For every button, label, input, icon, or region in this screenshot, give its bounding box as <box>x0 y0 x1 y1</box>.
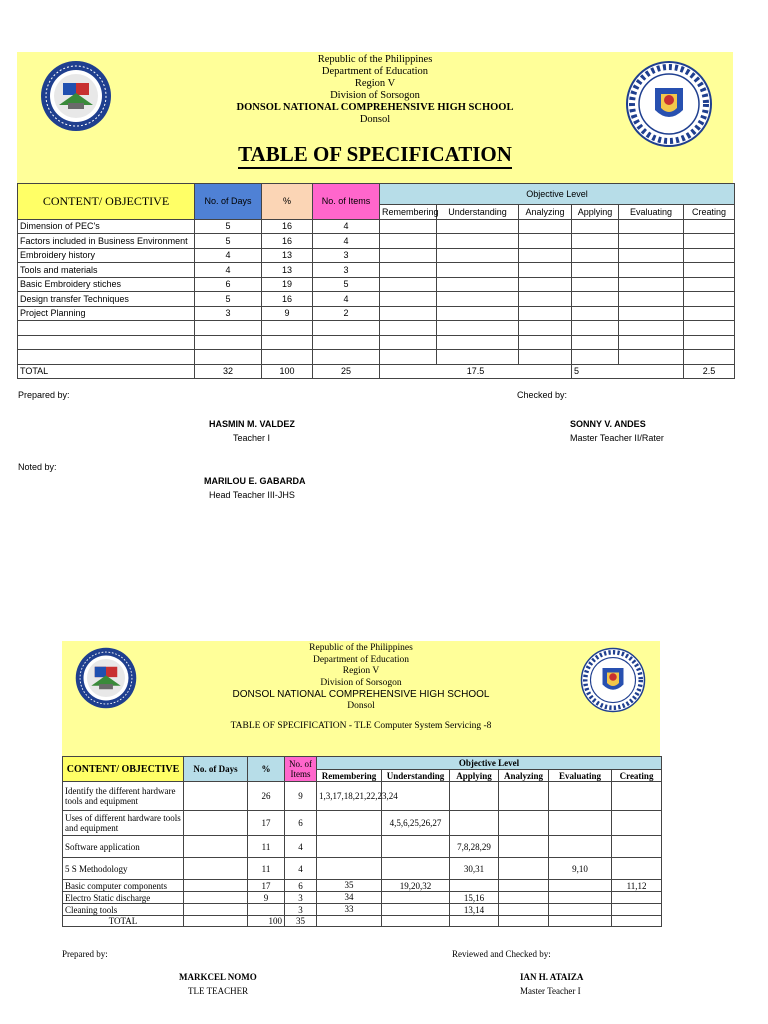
cell-creating <box>612 858 662 880</box>
cell-topic <box>18 321 195 336</box>
cell-level <box>437 277 519 292</box>
total-items: 25 <box>313 364 380 379</box>
table2-body <box>63 782 662 916</box>
cell-percent: 13 <box>262 248 313 263</box>
preparer-name: HASMIN M. VALDEZ <box>209 419 295 429</box>
cell-applying <box>450 811 499 836</box>
prepared-by-label: Prepared by: <box>62 949 108 959</box>
cell-level <box>619 248 684 263</box>
cell-creating <box>612 811 662 836</box>
cell-level <box>380 292 437 307</box>
col-header-objective-level: Objective Level <box>380 184 735 205</box>
cell-level <box>519 234 572 249</box>
cell-items: 4 <box>285 836 317 858</box>
cell-level <box>519 248 572 263</box>
cell-items: 6 <box>285 811 317 836</box>
level-header: Analyzing <box>499 770 549 782</box>
cell-analyzing <box>499 904 549 916</box>
cell-understanding <box>382 904 450 916</box>
cell-level <box>619 263 684 278</box>
total-items: 35 <box>285 916 317 927</box>
cell-level <box>437 292 519 307</box>
header-line-division: Division of Sorsogon <box>330 90 420 101</box>
table-row <box>63 858 662 880</box>
cell-days: 4 <box>195 248 262 263</box>
cell-level <box>437 263 519 278</box>
cell-days: 6 <box>195 277 262 292</box>
noted-by-label: Noted by: <box>18 462 57 472</box>
cell-percent: 9 <box>248 892 285 904</box>
col-header-days: No. of Days <box>184 757 248 782</box>
table-row <box>18 306 735 321</box>
cell-percent: 11 <box>248 858 285 880</box>
cell-evaluating: 9,10 <box>549 858 612 880</box>
specification-table-2 <box>62 756 662 927</box>
cell-evaluating <box>549 836 612 858</box>
cell-remembering: 1,3,17,18,21,22,23,24 <box>317 782 382 811</box>
cell-items: 3 <box>313 248 380 263</box>
cell-topic: Tools and materials <box>18 263 195 278</box>
table-row <box>18 350 735 365</box>
table-row <box>18 292 735 307</box>
total-value-2: 5 <box>572 364 684 379</box>
cell-percent: 11 <box>248 836 285 858</box>
table-row-total <box>18 364 735 379</box>
cell-days: 3 <box>195 306 262 321</box>
total-days: 32 <box>195 364 262 379</box>
cell-level <box>519 350 572 365</box>
table-row <box>63 892 662 904</box>
col-header-days: No. of Days <box>195 184 262 220</box>
cell-level <box>619 321 684 336</box>
cell-level <box>380 263 437 278</box>
cell-topic: 5 S Methodology <box>63 858 184 880</box>
cell-remembering <box>317 836 382 858</box>
cell-level <box>380 306 437 321</box>
cell-level <box>619 277 684 292</box>
cell-percent: 19 <box>262 277 313 292</box>
page-title <box>17 142 733 167</box>
level-header: Evaluating <box>549 770 612 782</box>
cell-level <box>380 234 437 249</box>
cell-percent: 13 <box>262 263 313 278</box>
cell-level <box>380 350 437 365</box>
sheet1-header-text <box>17 54 733 126</box>
checker-title: Master Teacher II/Rater <box>570 433 664 443</box>
cell-days <box>184 904 248 916</box>
cell-level <box>684 234 735 249</box>
cell-level <box>572 263 619 278</box>
sheet1-header <box>17 52 733 183</box>
table-row <box>18 248 735 263</box>
cell-percent: 26 <box>248 782 285 811</box>
cell-analyzing <box>499 811 549 836</box>
cell-level <box>619 292 684 307</box>
cell-understanding <box>382 836 450 858</box>
header-school-name: DONSOL NATIONAL COMPREHENSIVE HIGH SCHOOL <box>236 102 514 113</box>
checker-title: Master Teacher I <box>520 986 581 996</box>
cell-level <box>380 277 437 292</box>
cell-topic: Cleaning tools <box>63 904 184 916</box>
cell-days <box>184 782 248 811</box>
cell-level <box>437 248 519 263</box>
level-header: Evaluating <box>619 205 684 220</box>
cell-items: 4 <box>285 858 317 880</box>
noter-name: MARILOU E. GABARDA <box>204 476 306 486</box>
specification-table-1 <box>17 183 735 379</box>
cell-remembering: 35 <box>317 880 382 892</box>
cell-days: 5 <box>195 219 262 234</box>
cell-understanding <box>382 858 450 880</box>
cell-level <box>684 277 735 292</box>
cell-items: 2 <box>313 306 380 321</box>
cell-applying: 13,14 <box>450 904 499 916</box>
checker-name: SONNY V. ANDES <box>570 419 646 429</box>
header-line-department: Department of Education <box>321 66 429 77</box>
cell-topic: Embroidery history <box>18 248 195 263</box>
cell-applying: 30,31 <box>450 858 499 880</box>
cell-days: 5 <box>195 292 262 307</box>
preparer-name: MARKCEL NOMO <box>179 972 257 982</box>
cell-understanding: 4,5,6,25,26,27 <box>382 811 450 836</box>
cell-level <box>437 306 519 321</box>
table-row <box>18 321 735 336</box>
cell-remembering: 33 <box>317 904 382 916</box>
cell-topic: Basic computer components <box>63 880 184 892</box>
level-header: Analyzing <box>519 205 572 220</box>
cell-topic <box>18 335 195 350</box>
cell-evaluating <box>549 811 612 836</box>
cell-percent <box>262 335 313 350</box>
cell-days: 4 <box>195 263 262 278</box>
table-row <box>18 234 735 249</box>
cell-evaluating <box>549 782 612 811</box>
total-value-1: 17.5 <box>380 364 572 379</box>
table-row-total <box>63 916 662 927</box>
checked-by-label: Checked by: <box>517 390 568 400</box>
level-header: Creating <box>684 205 735 220</box>
cell-percent <box>262 350 313 365</box>
cell-level <box>519 292 572 307</box>
header-town: Donsol <box>359 114 391 125</box>
cell-days <box>195 350 262 365</box>
cell-days <box>184 836 248 858</box>
cell-items <box>313 335 380 350</box>
cell-items: 4 <box>313 234 380 249</box>
cell-topic <box>18 350 195 365</box>
cell-analyzing <box>499 880 549 892</box>
cell-topic: Software application <box>63 836 184 858</box>
cell-percent: 16 <box>262 292 313 307</box>
cell-level <box>684 248 735 263</box>
cell-items <box>313 350 380 365</box>
total-percent: 100 <box>248 916 285 927</box>
preparer-title: TLE TEACHER <box>188 986 249 996</box>
table-row <box>63 836 662 858</box>
cell-items: 6 <box>285 880 317 892</box>
cell-topic: Electro Static discharge <box>63 892 184 904</box>
col-header-content: CONTENT/ OBJECTIVE <box>18 184 195 220</box>
level-header: Applying <box>450 770 499 782</box>
cell-items: 4 <box>313 219 380 234</box>
cell-percent: 17 <box>248 811 285 836</box>
cell-level <box>619 350 684 365</box>
cell-level <box>572 277 619 292</box>
cell-percent: 16 <box>262 234 313 249</box>
page-title-text: TABLE OF SPECIFICATION <box>238 142 512 169</box>
table-row <box>18 277 735 292</box>
level-header: Applying <box>572 205 619 220</box>
cell-topic: Identify the different hardware tools and equipment <box>63 782 184 811</box>
cell-days <box>195 321 262 336</box>
cell-analyzing <box>499 836 549 858</box>
cell-level <box>619 335 684 350</box>
col-header-items: No. of Items <box>313 184 380 220</box>
cell-level <box>684 292 735 307</box>
cell-level <box>572 306 619 321</box>
sheet2-subtitle: TABLE OF SPECIFICATION - TLE Computer System Servicing -8 <box>230 720 492 731</box>
cell-understanding: 19,20,32 <box>382 880 450 892</box>
table-row <box>63 782 662 811</box>
cell-topic: Factors included in Business Environment <box>18 234 195 249</box>
level-header: Remembering <box>380 205 437 220</box>
cell-level <box>684 321 735 336</box>
table-row <box>63 904 662 916</box>
cell-level <box>380 248 437 263</box>
cell-level <box>380 321 437 336</box>
cell-level <box>519 306 572 321</box>
cell-remembering <box>317 811 382 836</box>
col-header-items: No. of Items <box>285 757 317 782</box>
cell-percent <box>248 904 285 916</box>
cell-level <box>684 306 735 321</box>
cell-items: 5 <box>313 277 380 292</box>
cell-items: 9 <box>285 782 317 811</box>
cell-analyzing <box>499 892 549 904</box>
cell-applying <box>450 782 499 811</box>
cell-level <box>572 292 619 307</box>
cell-applying: 7,8,28,29 <box>450 836 499 858</box>
total-percent: 100 <box>262 364 313 379</box>
cell-items <box>313 321 380 336</box>
cell-level <box>619 306 684 321</box>
cell-level <box>619 234 684 249</box>
col-header-percent: % <box>262 184 313 220</box>
cell-analyzing <box>499 858 549 880</box>
header-line-region: Region V <box>342 666 380 676</box>
header-line-republic: Republic of the Philippines <box>309 643 413 653</box>
cell-level <box>519 277 572 292</box>
cell-creating <box>612 892 662 904</box>
cell-level <box>380 335 437 350</box>
sheet2-header-text <box>62 643 660 732</box>
table-row <box>18 335 735 350</box>
cell-creating: 11,12 <box>612 880 662 892</box>
header-line-republic: Republic of the Philippines <box>317 54 433 65</box>
cell-level <box>572 234 619 249</box>
cell-creating <box>612 782 662 811</box>
cell-understanding <box>382 892 450 904</box>
cell-days <box>184 880 248 892</box>
cell-remembering: 34 <box>317 892 382 904</box>
cell-percent: 17 <box>248 880 285 892</box>
level-header: Creating <box>612 770 662 782</box>
cell-evaluating <box>549 880 612 892</box>
total-label: TOTAL <box>18 364 195 379</box>
cell-level <box>684 263 735 278</box>
cell-applying: 15,16 <box>450 892 499 904</box>
cell-level <box>380 219 437 234</box>
header-line-division: Division of Sorsogon <box>320 677 402 688</box>
cell-level <box>572 335 619 350</box>
cell-analyzing <box>499 782 549 811</box>
cell-level <box>519 335 572 350</box>
col-header-content: CONTENT/ OBJECTIVE <box>63 757 184 782</box>
cell-level <box>684 219 735 234</box>
cell-items: 3 <box>313 263 380 278</box>
cell-days <box>195 335 262 350</box>
cell-level <box>519 263 572 278</box>
cell-evaluating <box>549 904 612 916</box>
total-days <box>184 916 248 927</box>
cell-level <box>619 219 684 234</box>
checker-name: IAN H. ATAIZA <box>520 972 584 982</box>
cell-days: 5 <box>195 234 262 249</box>
cell-items: 3 <box>285 904 317 916</box>
cell-creating <box>612 836 662 858</box>
cell-items: 4 <box>313 292 380 307</box>
cell-days <box>184 892 248 904</box>
cell-level <box>519 219 572 234</box>
level-header: Remembering <box>317 770 382 782</box>
cell-percent: 16 <box>262 219 313 234</box>
header-school-name: DONSOL NATIONAL COMPREHENSIVE HIGH SCHOOL <box>232 689 490 700</box>
table1-body <box>18 219 735 364</box>
header-line-department: Department of Education <box>312 654 410 665</box>
noter-title: Head Teacher III-JHS <box>209 490 295 500</box>
cell-level <box>684 335 735 350</box>
cell-topic: Project Planning <box>18 306 195 321</box>
cell-level <box>437 350 519 365</box>
cell-remembering <box>317 858 382 880</box>
table-row <box>63 811 662 836</box>
cell-level <box>437 335 519 350</box>
cell-level <box>437 321 519 336</box>
cell-creating <box>612 904 662 916</box>
cell-topic: Design transfer Techniques <box>18 292 195 307</box>
cell-items: 3 <box>285 892 317 904</box>
total-value-3: 2.5 <box>684 364 735 379</box>
cell-evaluating <box>549 892 612 904</box>
cell-level <box>572 248 619 263</box>
cell-level <box>519 321 572 336</box>
cell-level <box>572 219 619 234</box>
cell-level <box>437 219 519 234</box>
cell-level <box>572 321 619 336</box>
level-header: Understanding <box>382 770 450 782</box>
cell-topic: Dimension of PEC's <box>18 219 195 234</box>
header-town: Donsol <box>347 701 375 711</box>
table-row <box>18 219 735 234</box>
sheet2-header <box>62 641 660 756</box>
header-line-region: Region V <box>354 78 396 89</box>
col-header-objective-level: Objective Level <box>317 757 662 770</box>
level-header: Understanding <box>437 205 519 220</box>
cell-percent <box>262 321 313 336</box>
total-label: TOTAL <box>63 916 184 927</box>
cell-percent: 9 <box>262 306 313 321</box>
cell-level <box>572 350 619 365</box>
cell-topic: Basic Embroidery stiches <box>18 277 195 292</box>
cell-days <box>184 858 248 880</box>
cell-applying <box>450 880 499 892</box>
table-row <box>63 880 662 892</box>
cell-days <box>184 811 248 836</box>
col-header-percent: % <box>248 757 285 782</box>
table-row <box>18 263 735 278</box>
cell-level <box>437 234 519 249</box>
cell-level <box>684 350 735 365</box>
cell-topic: Uses of different hardware tools and equipment <box>63 811 184 836</box>
prepared-by-label: Prepared by: <box>18 390 70 400</box>
preparer-title: Teacher I <box>233 433 271 443</box>
checked-by-label: Reviewed and Checked by: <box>452 949 551 959</box>
